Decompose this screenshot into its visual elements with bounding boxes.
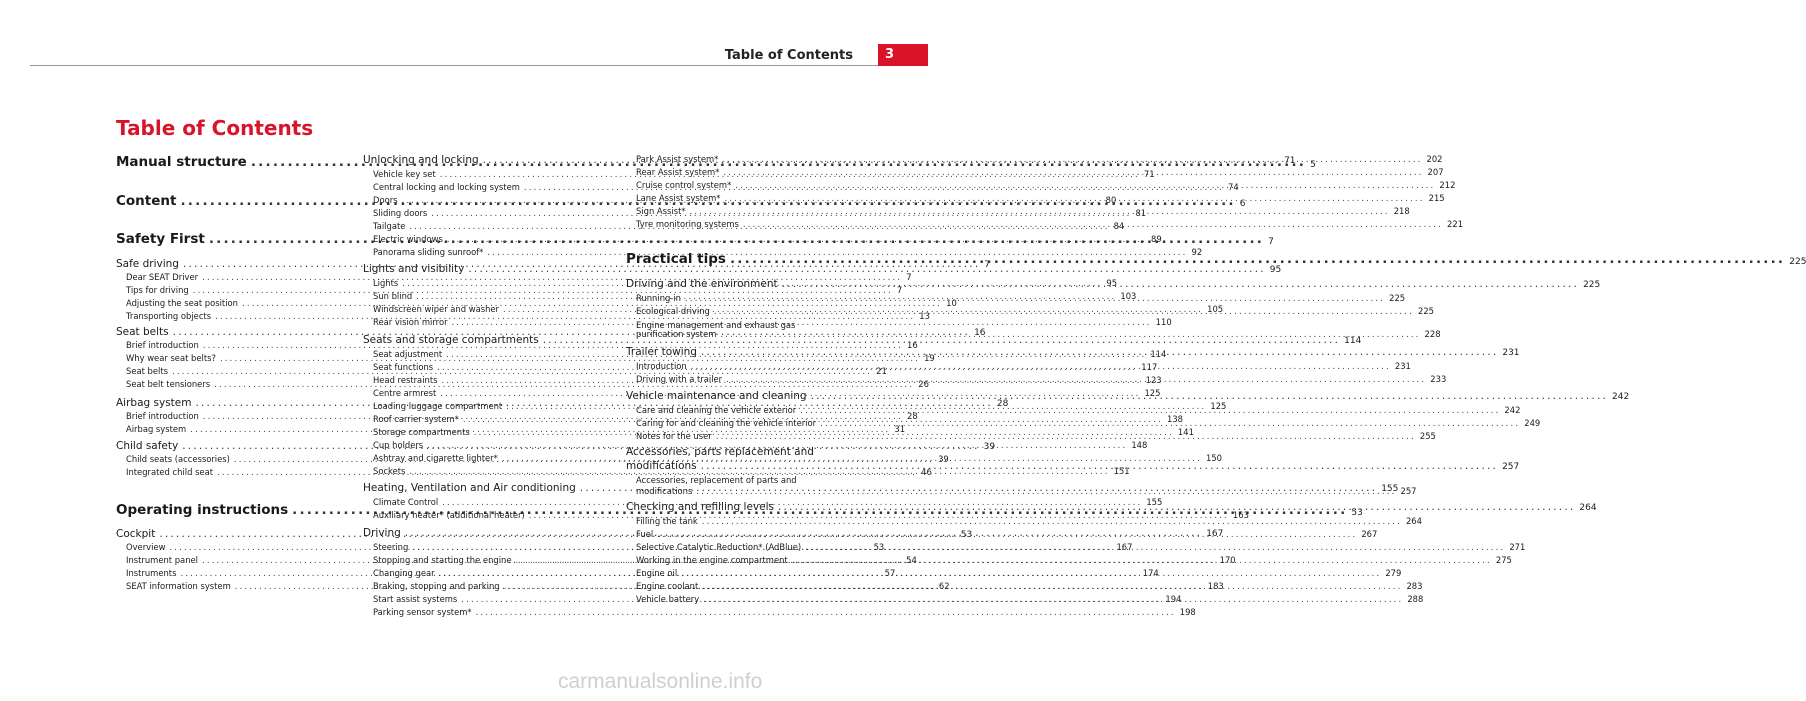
toc-entry-mirror[interactable]: Rear vision mirror ..... 110 xyxy=(363,317,603,327)
toc-entry-checking[interactable]: Checking and refilling levels ..... 264 xyxy=(626,501,853,513)
toc-entry-seat-belts[interactable]: Seat belts ..... 16 xyxy=(116,326,356,338)
toc-entry-lights-visibility[interactable]: Lights and visibility ..... 95 xyxy=(363,263,603,275)
toc-entry-tailgate[interactable]: Tailgate ..... 84 xyxy=(363,221,603,231)
toc-entry-notes-user[interactable]: Notes for the user ..... 255 xyxy=(626,431,853,441)
toc-entry-transporting[interactable]: Transporting objects ..... 13 xyxy=(116,311,356,321)
toc-entry-trailer-towing[interactable]: Trailer towing ..... 231 xyxy=(626,346,853,358)
toc-entry-central-locking[interactable]: Central locking and locking system ..... 74 xyxy=(363,182,603,192)
toc-entry-accessories[interactable]: modifications ..... 257 xyxy=(626,460,853,472)
toc-entry-maintenance[interactable]: Vehicle maintenance and cleaning ..... 242 xyxy=(626,390,853,402)
toc-entry-tensioners[interactable]: Seat belt tensioners ..... 26 xyxy=(116,379,356,389)
toc-entry-roof-carrier[interactable]: Roof carrier system* ..... 138 xyxy=(363,414,603,424)
toc-entry-environment[interactable]: Driving and the environment ..... 225 xyxy=(626,278,853,290)
toc-entry-interior[interactable]: Caring for and cleaning the vehicle interior ..... 249 xyxy=(626,418,853,428)
toc-entry-integrated-child[interactable]: Integrated child seat ..... 46 xyxy=(116,467,356,477)
watermark: carmanualsonline.info xyxy=(558,670,763,693)
toc-entry-sockets[interactable]: Sockets ..... 151 xyxy=(363,466,603,476)
toc-entry-lane-assist[interactable]: Lane Assist system* ..... 215 xyxy=(626,193,853,203)
toc-entry-cup-holders[interactable]: Cup holders ..... 148 xyxy=(363,440,603,450)
toc-entry-belts-intro[interactable]: Brief introduction ..... 16 xyxy=(116,340,356,350)
toc-entry-seat-adjust[interactable]: Seat adjustment ..... 114 xyxy=(363,349,603,359)
toc-entry-child-seats[interactable]: Child seats (accessories) ..... 39 xyxy=(116,454,356,464)
page-number-badge: 3 xyxy=(878,44,928,66)
toc-entry-unlocking[interactable]: Unlocking and locking ..... 71 xyxy=(363,154,603,166)
toc-entry-with-trailer[interactable]: Driving with a trailer ..... 233 xyxy=(626,374,853,384)
toc-entry-overview[interactable]: Overview ..... 53 xyxy=(116,542,356,552)
toc-entry-rear-assist[interactable]: Rear Assist system* ..... 207 xyxy=(626,167,853,177)
toc-entry-parking-sensor[interactable]: Parking sensor system* ..... 198 xyxy=(363,607,603,617)
toc-entry-fuel[interactable]: Fuel ..... 267 xyxy=(626,529,853,539)
toc-entry-luggage[interactable]: Loading luggage compartment ..... 125 xyxy=(363,401,603,411)
toc-entry-acc-sub[interactable]: modifications ..... 257 xyxy=(626,486,853,496)
toc-entry-cruise[interactable]: Cruise control system* ..... 212 xyxy=(626,180,853,190)
toc-entry-sliding-doors[interactable]: Sliding doors ..... 81 xyxy=(363,208,603,218)
toc-entry-stop-start[interactable]: Stopping and starting the engine ..... 170 xyxy=(363,555,603,565)
running-header-title: Table of Contents xyxy=(724,48,853,63)
toc-entry-engine-mgmt[interactable]: purification system ..... 228 xyxy=(626,329,853,339)
page-title: Table of Contents xyxy=(116,116,314,140)
toc-entry-gear[interactable]: Changing gear ..... 174 xyxy=(363,568,603,578)
toc-entry-why-belts[interactable]: Why wear seat belts? ..... 19 xyxy=(116,353,356,363)
toc-entry-engine-oil[interactable]: Engine oil ..... 279 xyxy=(626,568,853,578)
toc-entry-lights[interactable]: Lights ..... 95 xyxy=(363,278,603,288)
toc-entry-child-safety[interactable]: Child safety ..... 39 xyxy=(116,440,356,452)
toc-entry-dear-driver[interactable]: Dear SEAT Driver ..... 7 xyxy=(116,272,356,282)
toc-entry-instruments[interactable]: Instruments ..... 57 xyxy=(116,568,356,578)
toc-entry-eco-driving[interactable]: Ecological driving ..... 225 xyxy=(626,306,853,316)
toc-entry-sign-assist[interactable]: Sign Assist* ..... 218 xyxy=(626,206,853,216)
toc-entry-windows[interactable]: Electric windows ..... 89 xyxy=(363,234,603,244)
toc-entry-climate[interactable]: Climate Control ..... 155 xyxy=(363,497,603,507)
toc-entry-sun-blind[interactable]: Sun blind ..... 103 xyxy=(363,291,603,301)
toc-entry-sunroof[interactable]: Panorama sliding sunroof* ..... 92 xyxy=(363,247,603,257)
toc-entry-cockpit[interactable]: Cockpit ..... 53 xyxy=(116,528,356,540)
toc-entry-content[interactable]: Content ..... 6 xyxy=(116,193,356,209)
toc-entry-operating[interactable]: Operating instructions ..... 53 xyxy=(116,502,356,518)
toc-entry-safe-driving[interactable]: Safe driving ..... 7 xyxy=(116,258,356,270)
toc-entry-airbag-system[interactable]: Airbag system ..... 28 xyxy=(116,397,356,409)
header-rule xyxy=(30,65,878,66)
toc-entry-start-assist[interactable]: Start assist systems ..... 194 xyxy=(363,594,603,604)
toc-entry-key-set[interactable]: Vehicle key set ..... 71 xyxy=(363,169,603,179)
toc-entry-belts-sub[interactable]: Seat belts ..... 21 xyxy=(116,366,356,376)
toc-entry-tyre-monitor[interactable]: Tyre monitoring systems ..... 221 xyxy=(626,219,853,229)
toc-entry-tips-driving[interactable]: Tips for driving ..... 7 xyxy=(116,285,356,295)
toc-entry-airbag-sub[interactable]: Airbag system ..... 31 xyxy=(116,424,356,434)
toc-entry-seats-storage[interactable]: Seats and storage compartments ..... 114 xyxy=(363,334,603,346)
toc-entry-park-assist[interactable]: Park Assist system* ..... 202 xyxy=(626,154,853,164)
toc-entry-battery[interactable]: Vehicle battery ..... 288 xyxy=(626,594,853,604)
toc-entry-engine-compartment[interactable]: Working in the engine compartment ..... 275 xyxy=(626,555,853,565)
toc-entry-steering[interactable]: Steering ..... 167 xyxy=(363,542,603,552)
toc-entry-ashtray[interactable]: Ashtray and cigarette lighter* ..... 150 xyxy=(363,453,603,463)
toc-entry-aux-heater[interactable]: Auxiliary heater* (additional heater) ..... 163 xyxy=(363,510,603,520)
toc-entry-doors[interactable]: Doors ..... 80 xyxy=(363,195,603,205)
toc-entry-seat-functions[interactable]: Seat functions ..... 117 xyxy=(363,362,603,372)
toc-entry-acc-sub-line1[interactable]: Accessories, replacement of parts and xyxy=(636,475,797,485)
toc-entry-engine-mgmt-line1[interactable]: Engine management and exhaust gas xyxy=(636,320,796,330)
toc-entry-accessories-line1[interactable]: Accessories, parts replacement and xyxy=(626,446,814,458)
toc-entry-coolant[interactable]: Engine coolant ..... 283 xyxy=(626,581,853,591)
toc-entry-adblue[interactable]: Selective Catalytic Reduction* (AdBlue) ..... 271 xyxy=(626,542,853,552)
toc-entry-braking[interactable]: Braking, stopping and parking ..... 183 xyxy=(363,581,603,591)
toc-entry-seat-info[interactable]: SEAT information system ..... 62 xyxy=(116,581,356,591)
toc-entry-filling-tank[interactable]: Filling the tank ..... 264 xyxy=(626,516,853,526)
toc-entry-trailer-intro[interactable]: Introduction ..... 231 xyxy=(626,361,853,371)
toc-entry-exterior[interactable]: Care and cleaning the vehicle exterior ..... 242 xyxy=(626,405,853,415)
toc-entry-wiper[interactable]: Windscreen wiper and washer ..... 105 xyxy=(363,304,603,314)
toc-entry-adjusting-seat[interactable]: Adjusting the seat position ..... 10 xyxy=(116,298,356,308)
toc-entry-airbag-intro[interactable]: Brief introduction ..... 28 xyxy=(116,411,356,421)
toc-entry-practical[interactable]: Practical tips ..... 225 xyxy=(626,251,853,267)
toc-entry-head-restraints[interactable]: Head restraints ..... 123 xyxy=(363,375,603,385)
toc-entry-instrument-panel[interactable]: Instrument panel ..... 54 xyxy=(116,555,356,565)
toc-entry-heating[interactable]: Heating, Ventilation and Air conditioning ..... 155 xyxy=(363,482,603,494)
toc-entry-armrest[interactable]: Centre armrest ..... 125 xyxy=(363,388,603,398)
toc-entry-driving[interactable]: Driving ..... 167 xyxy=(363,527,603,539)
toc-entry-manual-structure[interactable]: Manual structure ..... 5 xyxy=(116,154,356,170)
toc-entry-storage[interactable]: Storage compartments ..... 141 xyxy=(363,427,603,437)
toc-entry-safety-first[interactable]: Safety First ..... 7 xyxy=(116,231,356,247)
toc-entry-running-in[interactable]: Running-in ..... 225 xyxy=(626,293,853,303)
